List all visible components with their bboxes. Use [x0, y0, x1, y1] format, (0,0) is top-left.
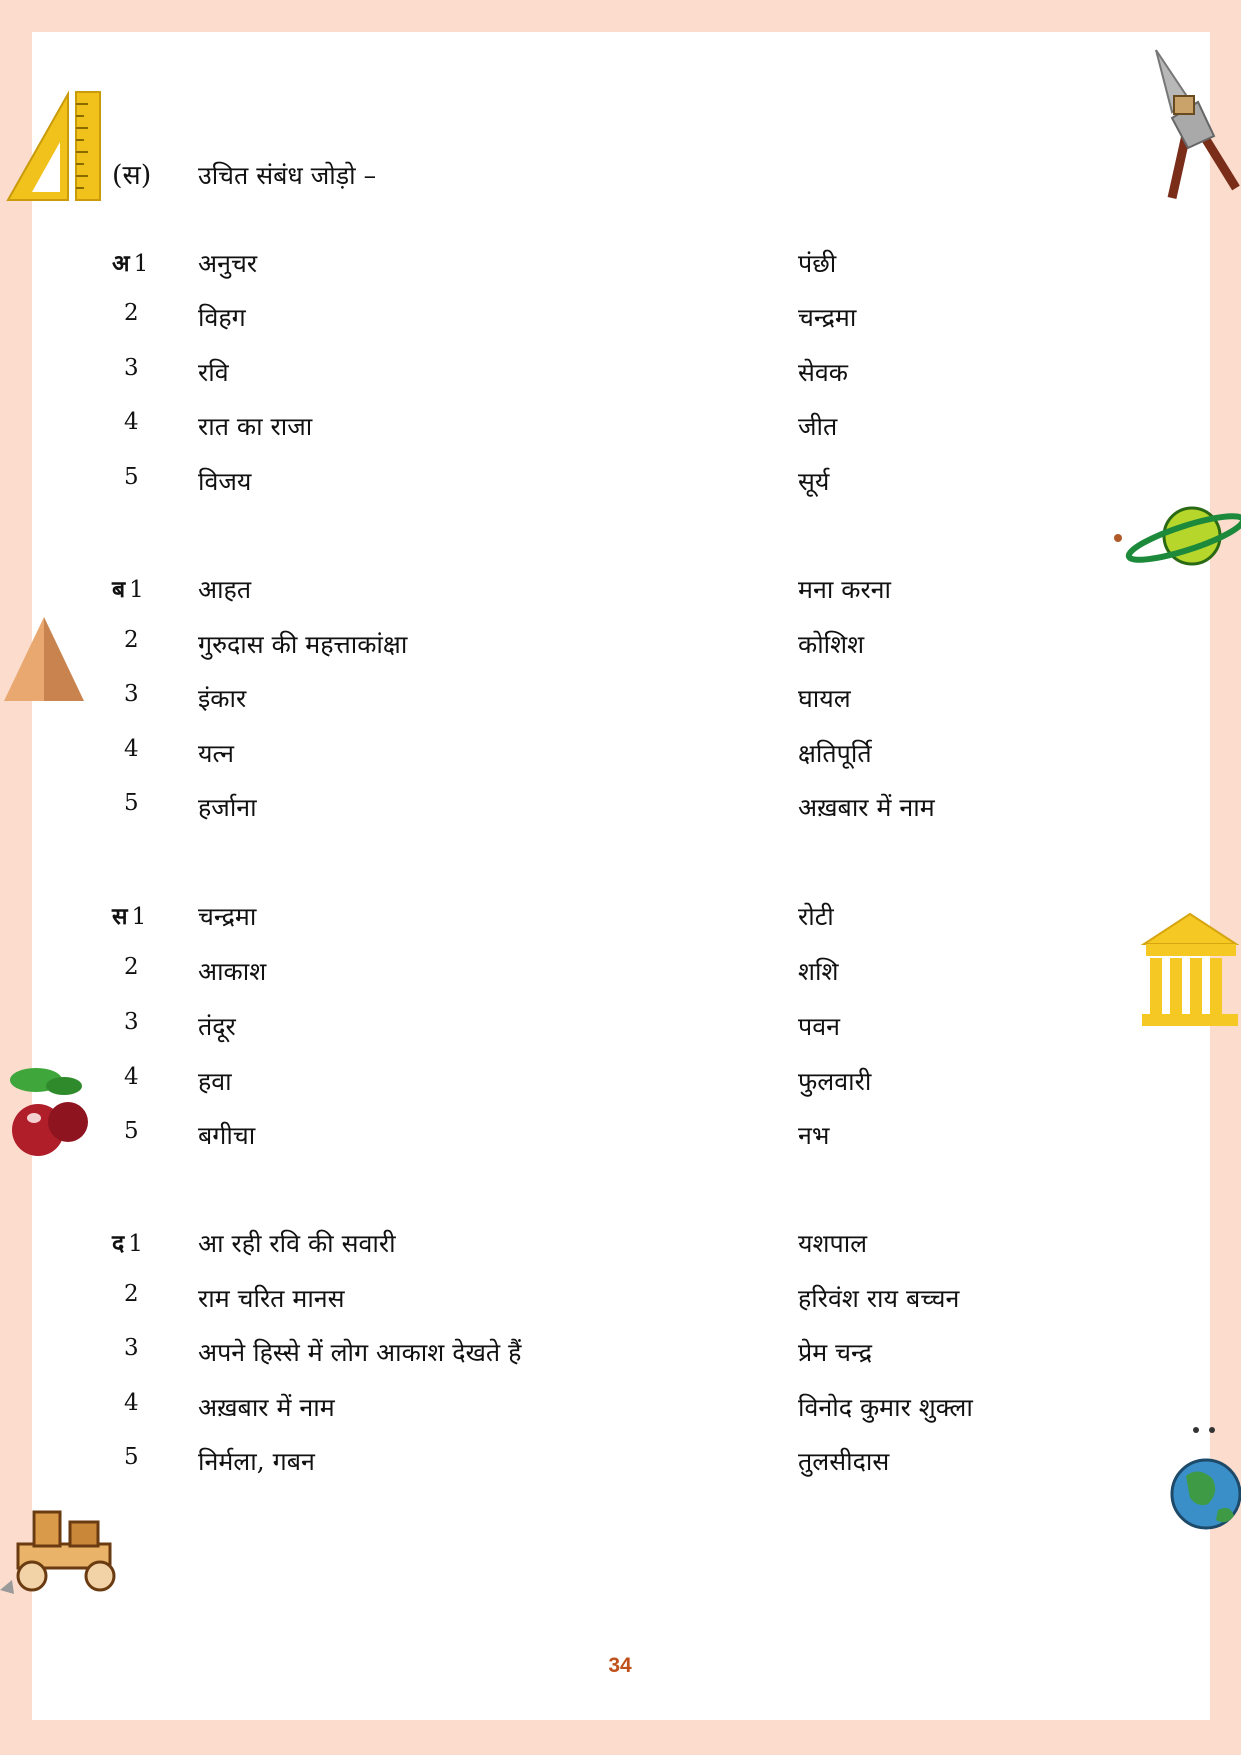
page-number: 34: [608, 1654, 632, 1677]
left-item: आ रही रवि की सवारी: [198, 1229, 396, 1258]
row-number: 3: [124, 681, 139, 707]
match-row: [0, 790, 1241, 830]
match-row: [0, 1335, 1241, 1375]
row-number: 3: [124, 1009, 139, 1035]
section-letter: द: [112, 1230, 125, 1257]
match-row: [0, 1444, 1241, 1484]
right-item: जीत: [798, 412, 838, 441]
match-row: [0, 1118, 1241, 1158]
right-item: चन्द्रमा: [798, 303, 857, 332]
row-number: 3: [124, 355, 139, 381]
right-item: शशि: [798, 957, 839, 986]
left-item: आहत: [198, 575, 252, 604]
left-item: हवा: [198, 1067, 232, 1096]
row-number: 5: [124, 1444, 139, 1470]
match-row: [0, 954, 1241, 994]
row-number: 5: [124, 464, 139, 490]
left-item: विहग: [198, 303, 246, 332]
row-number: 4: [124, 1064, 139, 1090]
match-row: [0, 899, 1241, 939]
row-number: स 1: [112, 903, 147, 930]
left-item: तंदूर: [198, 1012, 236, 1041]
right-item: कोशिश: [798, 630, 865, 659]
row-number: अ 1: [112, 250, 149, 277]
row-number: 4: [124, 409, 139, 435]
left-item: राम चरित मानस: [198, 1284, 345, 1313]
right-item: पवन: [798, 1012, 840, 1041]
left-item: गुरुदास की महत्ताकांक्षा: [198, 630, 408, 659]
row-number: द 1: [112, 1230, 143, 1257]
row-number: 2: [124, 1281, 139, 1307]
match-row: [0, 1281, 1241, 1321]
right-item: क्षतिपूर्ति: [798, 739, 872, 768]
right-item: फुलवारी: [798, 1067, 872, 1096]
toy-cart-icon: [0, 1498, 130, 1598]
left-item: इंकार: [198, 684, 247, 713]
left-item: अख़बार में नाम: [198, 1393, 335, 1422]
right-item: सेवक: [798, 358, 849, 387]
right-item: नभ: [798, 1121, 830, 1150]
row-number: 4: [124, 1390, 139, 1416]
match-row: [0, 300, 1241, 340]
match-row: [0, 409, 1241, 449]
exercise-instruction: उचित संबंध जोड़ो –: [198, 161, 377, 190]
right-item: विनोद कुमार शुक्ला: [798, 1393, 973, 1422]
row-number: 5: [124, 1118, 139, 1144]
match-row: [0, 572, 1241, 612]
spear-axe-icon: [1148, 48, 1240, 204]
left-item: आकाश: [198, 957, 267, 986]
left-item: यत्न: [198, 739, 235, 768]
match-row: [0, 627, 1241, 667]
right-item: सूर्य: [798, 467, 830, 496]
right-item: तुलसीदास: [798, 1447, 890, 1476]
section-letter: ब: [112, 576, 126, 603]
left-item: बगीचा: [198, 1121, 256, 1150]
match-row: [0, 464, 1241, 504]
match-row: [0, 1226, 1241, 1266]
row-number: 2: [124, 954, 139, 980]
row-number: 2: [124, 300, 139, 326]
row-number: 4: [124, 736, 139, 762]
right-item: अख़बार में नाम: [798, 793, 935, 822]
ruler-set-square-icon: [4, 88, 104, 204]
section-letter: अ: [112, 250, 130, 277]
right-item: प्रेम चन्द्र: [798, 1338, 872, 1367]
match-row: [0, 1390, 1241, 1430]
match-row: [0, 736, 1241, 776]
left-item: रवि: [198, 358, 229, 387]
saturn-planet-icon: [1110, 500, 1241, 572]
match-row: [0, 246, 1241, 286]
match-row: [0, 355, 1241, 395]
right-item: पंछी: [798, 249, 837, 278]
row-number: ब 1: [112, 576, 144, 603]
left-item: चन्द्रमा: [198, 902, 257, 931]
left-item: विजय: [198, 467, 252, 496]
row-number: 5: [124, 790, 139, 816]
section-letter: स: [112, 903, 128, 930]
left-item: निर्मला, गबन: [198, 1447, 315, 1476]
match-row: [0, 681, 1241, 721]
right-item: हरिवंश राय बच्चन: [798, 1284, 960, 1313]
right-item: घायल: [798, 684, 851, 713]
match-row: [0, 1009, 1241, 1049]
right-item: मना करना: [798, 575, 892, 604]
exercise-label: (स): [112, 160, 152, 191]
row-number: 3: [124, 1335, 139, 1361]
right-item: रोटी: [798, 902, 834, 931]
left-item: अपने हिस्से में लोग आकाश देखते हैं: [198, 1338, 522, 1367]
row-number: 2: [124, 627, 139, 653]
right-item: यशपाल: [798, 1229, 868, 1258]
left-item: रात का राजा: [198, 412, 313, 441]
left-item: अनुचर: [198, 249, 258, 278]
match-row: [0, 1064, 1241, 1104]
left-item: हर्जाना: [198, 793, 257, 822]
